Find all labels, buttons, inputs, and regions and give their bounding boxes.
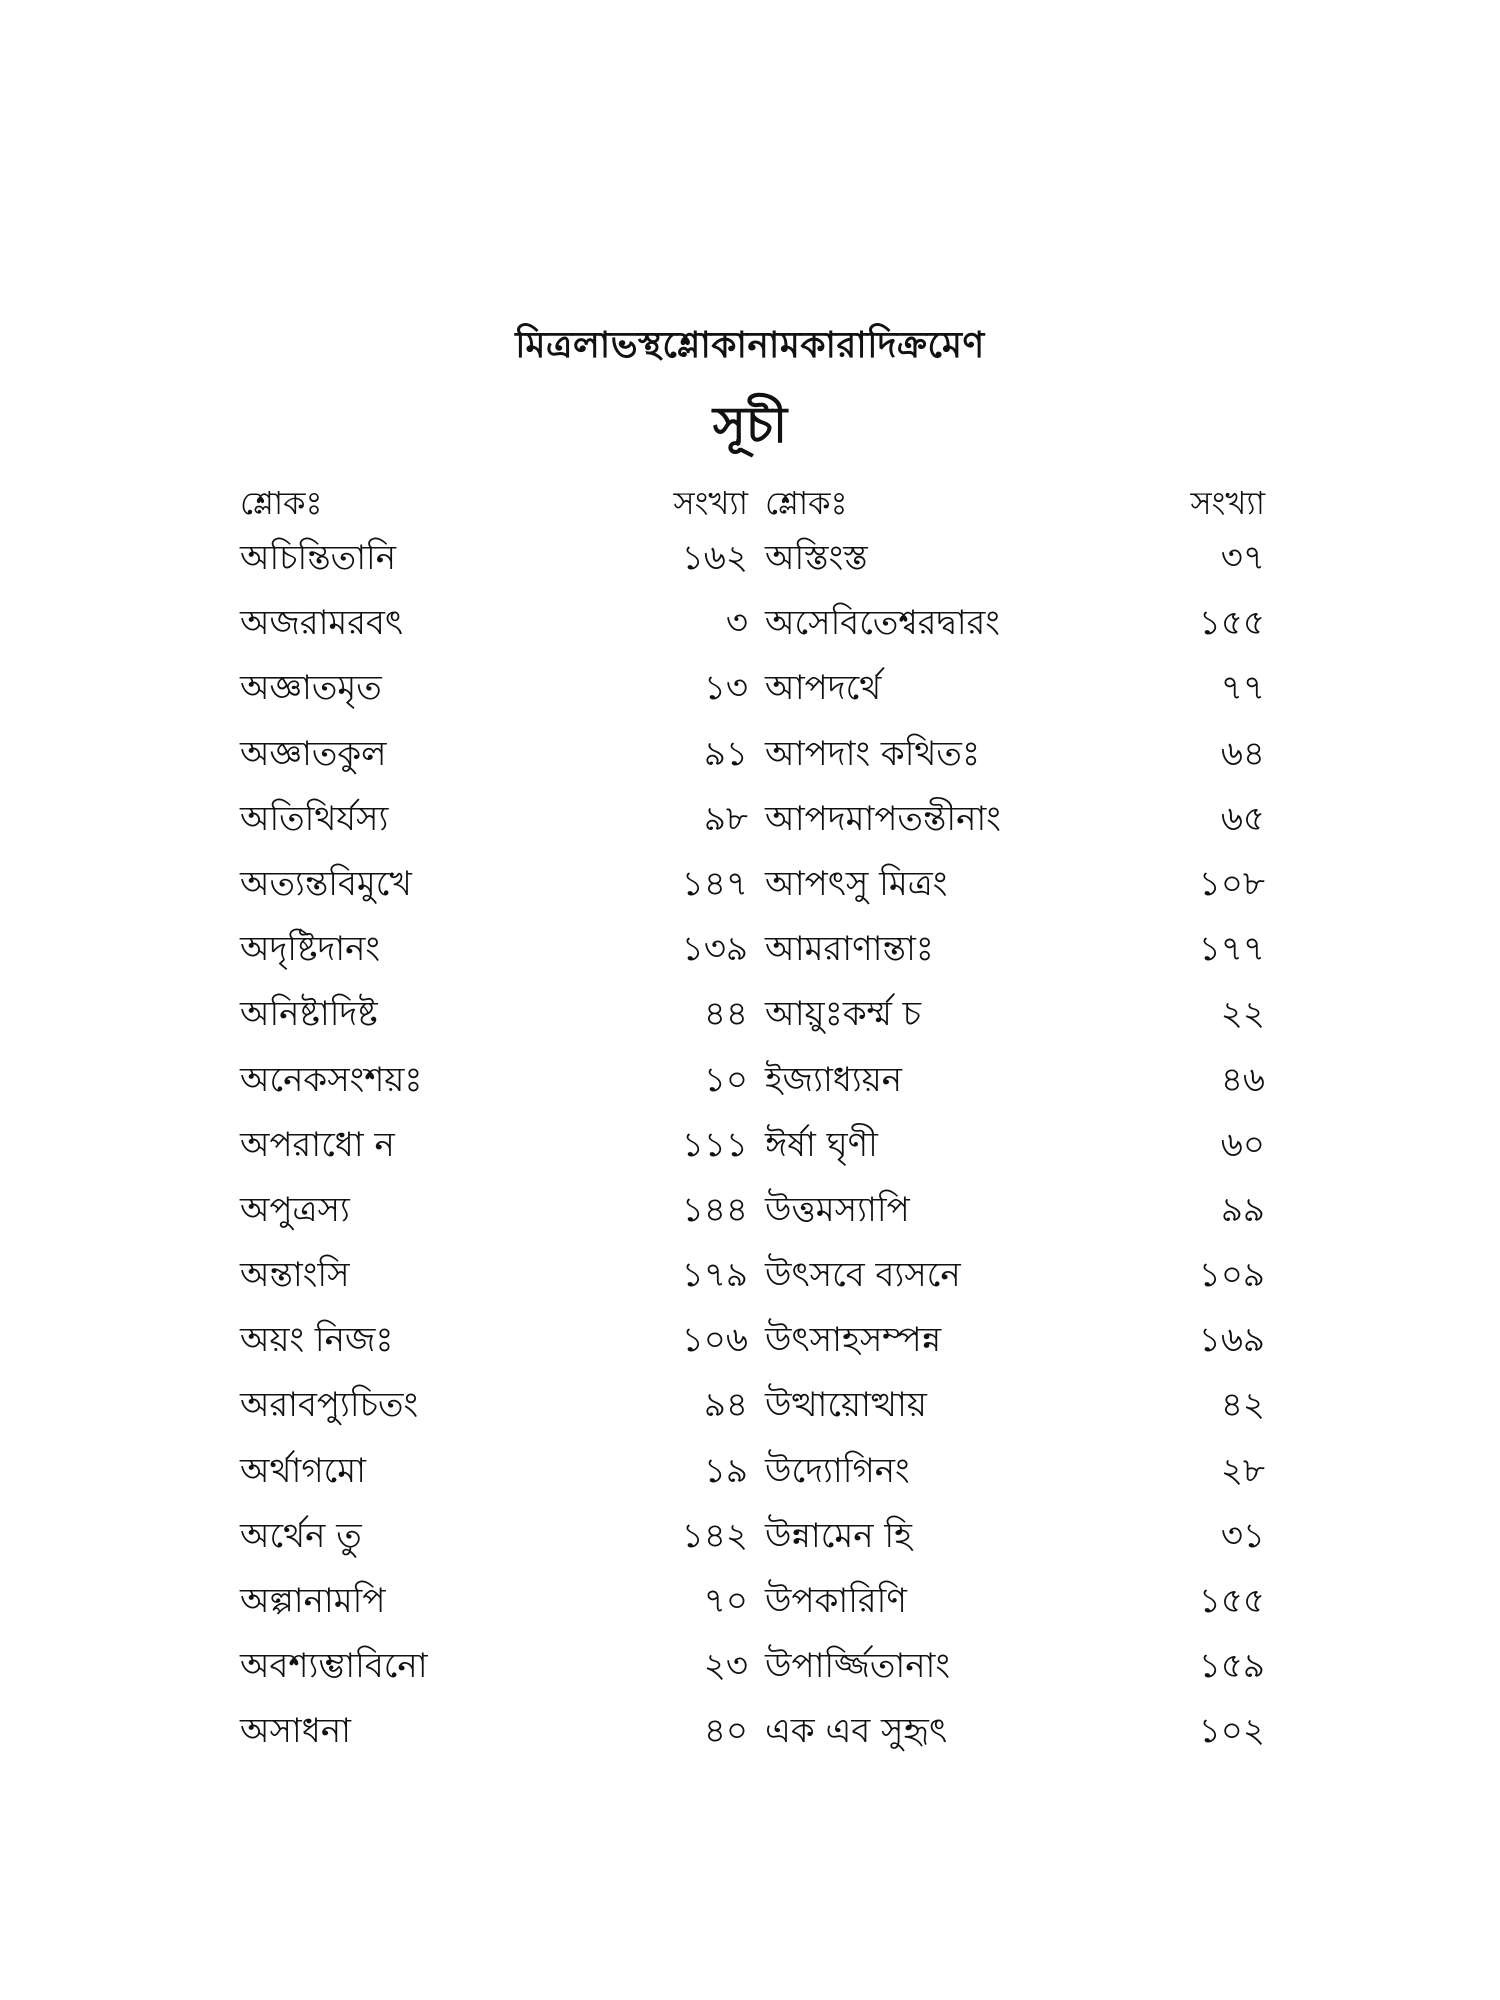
verse-number: ৬৪ [1220,733,1265,774]
verse-number: ১৩ [703,668,748,709]
page-title: সূচী [712,395,788,454]
index-row [240,1640,748,1705]
index-row [765,1445,1265,1510]
index-row [240,1575,748,1640]
index-row [240,793,748,858]
index-row [765,1249,1265,1314]
index-row [240,1119,748,1184]
verse-number: ২৮ [1220,1450,1265,1491]
verse-incipit: উৎসবে ব্যসনে [765,1255,961,1296]
verse-incipit: উদ্যোগিনং [765,1450,910,1491]
index-row [765,1510,1265,1575]
column-header-number: সংখ্যা [673,484,748,522]
verse-number: ১০২ [1198,1711,1265,1752]
index-row [240,858,748,923]
index-row [765,858,1265,923]
index-row [765,728,1265,793]
index-row [240,1705,748,1770]
verse-incipit: আপদাং কথিতঃ [765,733,981,774]
verse-incipit: অয়ং নিজঃ [240,1320,394,1361]
verse-incipit: উপার্জ্জিতানাং [765,1646,950,1687]
index-row [765,1640,1265,1705]
index-row [765,1119,1265,1184]
verse-number: ১৬২ [681,538,748,578]
verse-number: ৯৪ [703,1385,748,1426]
verse-number: ৪৬ [1220,1059,1265,1100]
verse-incipit: অপুত্রস্য [240,1189,350,1230]
verse-number: ১৩৯ [681,929,748,970]
verse-incipit: আপদর্থে [765,668,882,709]
index-column-right [765,478,1265,1771]
index-row [240,923,748,988]
index-row [240,662,748,727]
index-row [765,793,1265,858]
index-row [240,988,748,1053]
verse-number: ৩ [725,603,748,644]
index-row [240,1184,748,1249]
verse-number: ৬০ [1220,1124,1265,1165]
verse-incipit: অর্থাগমো [240,1450,367,1491]
index-row [240,1379,748,1444]
verse-number: ২৩ [703,1646,748,1687]
verse-number: ৬৫ [1220,798,1265,839]
verse-incipit: উত্তমস্যাপি [765,1189,910,1230]
verse-number: ৩১ [1220,1515,1265,1556]
verse-incipit: অজ্ঞাতকুল [240,733,387,774]
index-list-left [240,532,748,1771]
verse-number: ১৯ [703,1450,748,1491]
verse-incipit: উপকারিণি [765,1581,907,1621]
verse-incipit: অনিষ্টাদিষ্ট [240,994,378,1035]
verse-number: ১০ [703,1059,748,1100]
index-row [765,662,1265,727]
verse-number: ১৫৫ [1198,1581,1265,1621]
verse-number: ৯১ [703,733,748,774]
verse-number: ৪০ [703,1711,748,1752]
verse-incipit: আপৎসু মিত্রং [765,863,948,904]
index-row [765,1314,1265,1379]
column-header [240,478,748,532]
verse-incipit: অপরাধো ন [240,1124,395,1165]
column-header-verse: শ্লোকঃ [240,484,323,522]
verse-incipit: উৎসাহসম্পন্ন [765,1320,942,1361]
verse-incipit: এক এব সুহৃৎ [765,1711,948,1752]
index-row [240,1314,748,1379]
index-row [765,988,1265,1053]
verse-incipit: অরাবপ্যুচিতং [240,1385,419,1426]
verse-number: ১৭৭ [1198,929,1265,970]
verse-incipit: অর্থেন তু [240,1515,362,1556]
verse-number: ৩৭ [1220,538,1265,578]
verse-incipit: অল্পানামপি [240,1581,386,1621]
verse-number: ১৫৯ [1198,1646,1265,1687]
index-row [765,1054,1265,1119]
verse-incipit: অতিথির্যস্য [240,798,389,839]
verse-number: ৭৭ [1220,668,1265,709]
index-row [240,1445,748,1510]
verse-incipit: ইজ্যাধ্যয়ন [765,1059,903,1100]
verse-incipit: আমরাণান্তাঃ [765,929,934,970]
verse-number: ৯৯ [1220,1189,1265,1230]
verse-number: ৭০ [703,1581,748,1621]
verse-number: ১১১ [681,1124,748,1165]
verse-incipit: উন্নামেন হি [765,1515,912,1556]
verse-number: ১৭৯ [681,1255,748,1296]
index-row [240,1510,748,1575]
verse-incipit: অজ্ঞাতমৃত [240,668,382,709]
verse-incipit: অন্তাংসি [240,1255,350,1296]
verse-number: ১৪৭ [681,863,748,904]
column-header [765,478,1265,532]
index-row [765,1379,1265,1444]
verse-number: ১০৯ [1198,1255,1265,1296]
index-row [765,532,1265,597]
index-row [765,1575,1265,1640]
verse-incipit: অজরামরবৎ [240,603,404,644]
index-row [240,532,748,597]
verse-number: ১০৬ [681,1320,748,1361]
verse-incipit: অবশ্যম্ভাবিনো [240,1646,428,1687]
index-list-right [765,532,1265,1771]
verse-incipit: অচিন্তিতানি [240,538,397,578]
column-header-number: সংখ্যা [1190,484,1265,522]
verse-number: ২২ [1220,994,1265,1035]
verse-incipit: আপদমাপতন্তীনাং [765,798,1001,839]
verse-number: ১৬৯ [1198,1320,1265,1361]
verse-number: ১৪৪ [681,1189,748,1230]
index-row [765,1705,1265,1770]
index-row [765,923,1265,988]
verse-incipit: উত্থায়োত্থায় [765,1385,927,1426]
verse-incipit: ঈর্ষা ঘৃণী [765,1124,878,1165]
verse-incipit: অনেকসংশয়ঃ [240,1059,423,1100]
verse-incipit: অসেবিতেশ্বরদ্বারং [765,603,1000,644]
page-heading: মিত্রলাভস্থশ্লোকানামকারাদিক্রমেণ [515,324,985,366]
verse-number: ৪৪ [703,994,748,1035]
verse-number: ১৪২ [681,1515,748,1556]
verse-number: ৯৮ [703,798,748,839]
index-column-left [240,478,748,1771]
verse-number: ১০৮ [1198,863,1265,904]
verse-incipit: অস্তিংস্ত [765,538,868,578]
index-row [240,728,748,793]
index-row [240,1249,748,1314]
index-row [765,597,1265,662]
column-header-verse: শ্লোকঃ [765,484,848,522]
verse-number: ১৫৫ [1198,603,1265,644]
index-row [240,1054,748,1119]
verse-incipit: আয়ুঃকর্ম্ম চ [765,994,922,1035]
verse-incipit: অদৃষ্টিদানং [240,929,381,970]
index-row [240,597,748,662]
verse-incipit: অত্যন্তবিমুখে [240,863,412,904]
index-row [765,1184,1265,1249]
verse-number: ৪২ [1220,1385,1265,1426]
verse-incipit: অসাধনা [240,1711,351,1752]
